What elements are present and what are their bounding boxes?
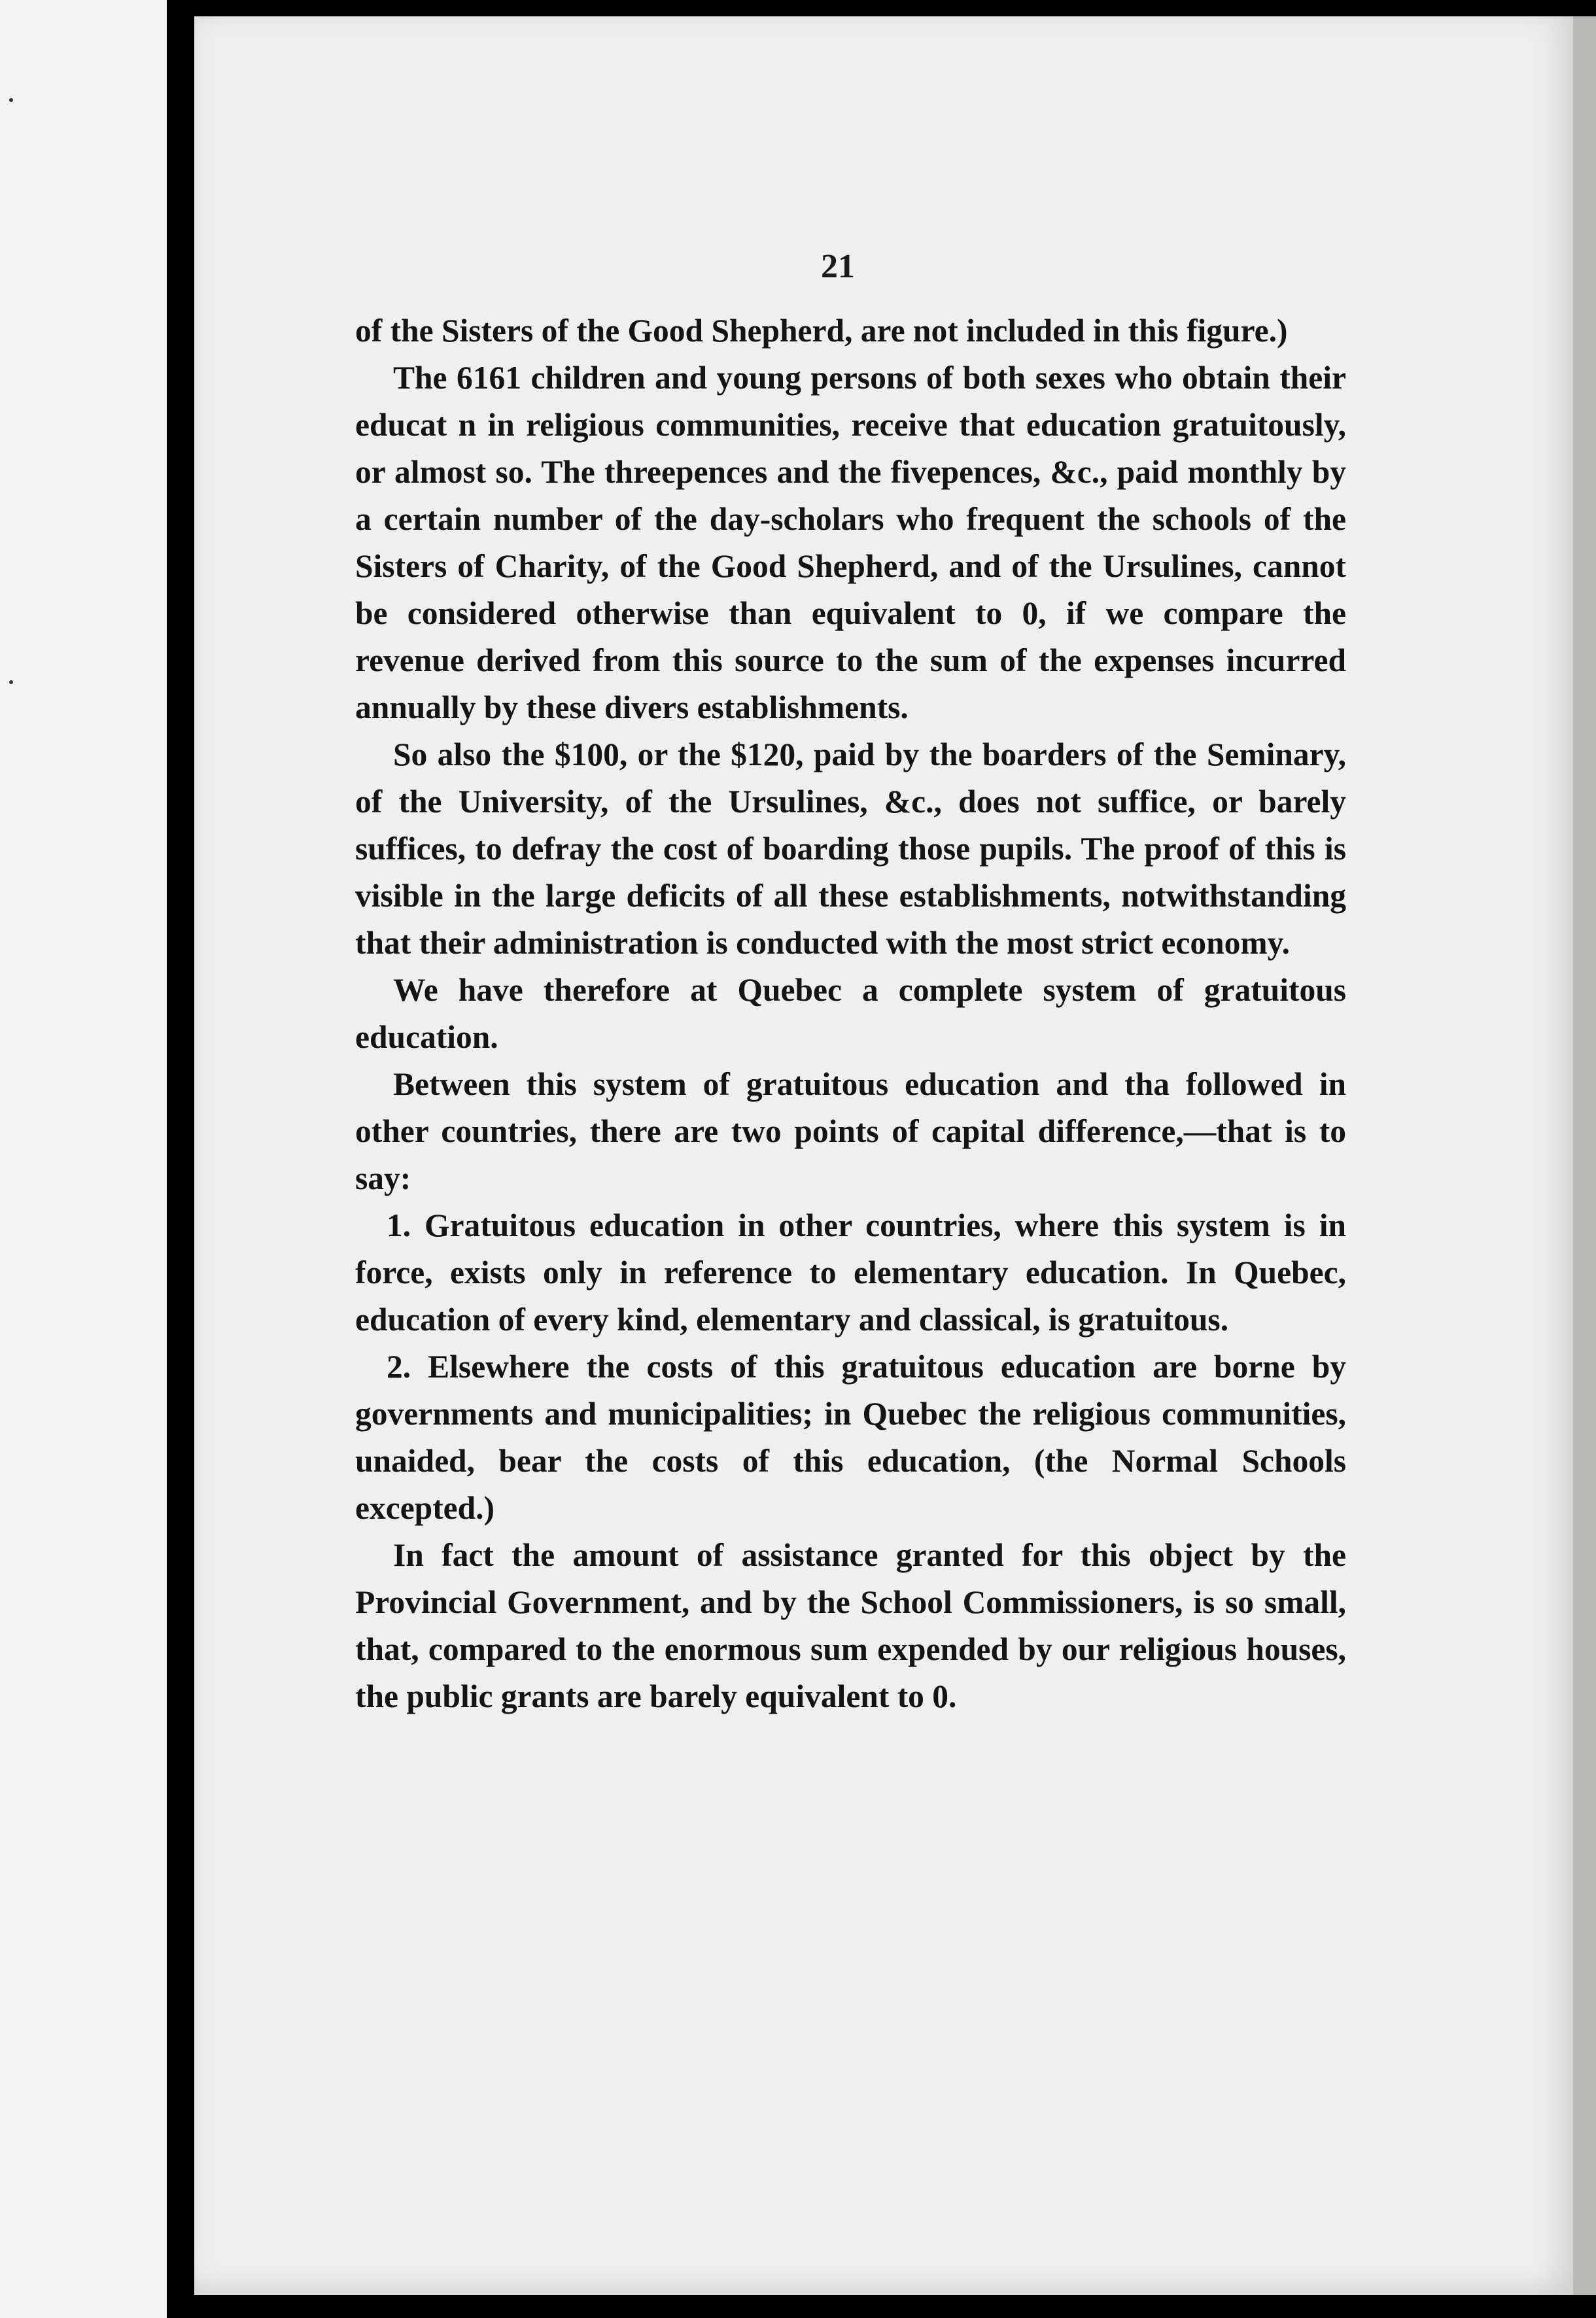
- speck: [9, 98, 13, 102]
- page-body-text: [355, 307, 1346, 1720]
- paragraph: So also the $100, or the $120, paid by the boarders of the Seminary, of the University, of the Ursulines, &c., does not suffice, or barely suffices, to defray the cost of boarding those pupils. The proof of this is visible in the large deficits of all these establishments, notwithstanding that their administration is conducted with the most strict economy.: [355, 736, 1346, 961]
- speck: [9, 680, 13, 684]
- paragraph: The 6161 children and young persons of both sexes who obtain their educat n in religious communities, receive that education gratuitously, or almost so. The threepences and the fivepences, &c., paid monthly by a certain number of the day-scholars who frequent the schools of the Sisters of Charity, of the Good Shepherd, and of the Ursulines, cannot be considered otherwise than equivalent to 0, if we compare the revenue derived from this source to the sum of the expenses incurred annually by these divers establishments.: [355, 360, 1346, 725]
- numbered-paragraph: 1. Gratuitous education in other countries, where this system is in force, exists only in reference to elementary education. In Quebec, education of every kind, elementary and classical, is gratuitous.: [355, 1207, 1346, 1338]
- paragraph: Between this system of gratuitous education and tha followed in other countries, there are two points of capital difference,—that is to say:: [355, 1066, 1346, 1196]
- paragraph: We have therefore at Quebec a complete system of gratuitous education.: [355, 972, 1346, 1055]
- paragraph: of the Sisters of the Good Shepherd, are not included in this figure.): [355, 313, 1288, 349]
- page-number: 21: [821, 248, 855, 285]
- numbered-paragraph: 2. Elsewhere the costs of this gratuitous education are borne by governments and municipalities; in Quebec the religious communities, unaided, bear the costs of this education, (the Normal Schools excepted.): [355, 1349, 1346, 1526]
- facing-page-edge: [0, 0, 167, 2318]
- page-edge-shadow: [1573, 16, 1596, 2295]
- paragraph: In fact the amount of assistance granted for this object by the Provincial Government, and by the School Commissioners, is so small, that, compared to the enormous sum expended by our religious houses, the public grants are barely equivalent to 0.: [355, 1537, 1346, 1714]
